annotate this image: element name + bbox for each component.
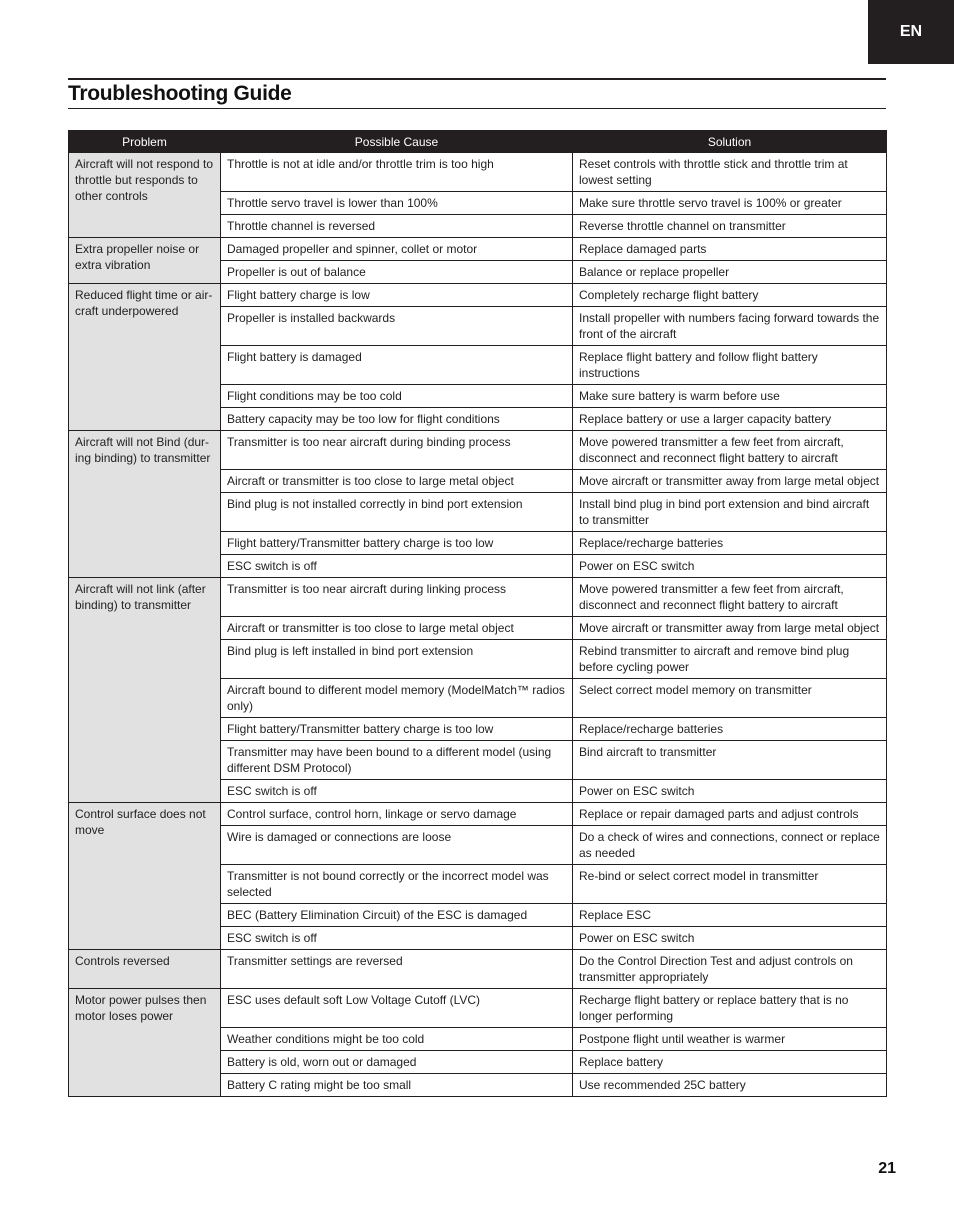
table-row xyxy=(69,950,887,989)
problem-cell: Reduced flight time or air-craft underpowered xyxy=(69,284,221,431)
cause-cell: Aircraft or transmitter is too close to large metal object xyxy=(221,470,573,493)
solution-cell: Power on ESC switch xyxy=(573,555,887,578)
problem-cell: Motor power pulses then motor loses power xyxy=(69,989,221,1097)
problem-cell: Aircraft will not Bind (dur-ing binding) to transmitter xyxy=(69,431,221,578)
problem-cell: Aircraft will not link (after binding) to transmitter xyxy=(69,578,221,803)
cause-cell: Wire is damaged or connections are loose xyxy=(221,826,573,865)
cause-cell: Flight battery is damaged xyxy=(221,346,573,385)
cause-cell: Transmitter is not bound correctly or the incorrect model was selected xyxy=(221,865,573,904)
solution-cell: Re-bind or select correct model in transmitter xyxy=(573,865,887,904)
cause-cell: Transmitter is too near aircraft during linking process xyxy=(221,578,573,617)
cause-cell: BEC (Battery Elimination Circuit) of the ESC is damaged xyxy=(221,904,573,927)
cause-cell: Flight battery/Transmitter battery charge is too low xyxy=(221,718,573,741)
header-solution: Solution xyxy=(573,131,887,153)
solution-cell: Replace/recharge batteries xyxy=(573,718,887,741)
problem-cell: Extra propeller noise or extra vibration xyxy=(69,238,221,284)
table-row xyxy=(69,803,887,826)
cause-cell: Aircraft or transmitter is too close to large metal object xyxy=(221,617,573,640)
cause-cell: Bind plug is not installed correctly in bind port extension xyxy=(221,493,573,532)
solution-cell: Replace damaged parts xyxy=(573,238,887,261)
table-row xyxy=(69,238,887,261)
solution-cell: Do the Control Direction Test and adjust controls on transmitter appropriately xyxy=(573,950,887,989)
cause-cell: Throttle channel is reversed xyxy=(221,215,573,238)
solution-cell: Postpone flight until weather is warmer xyxy=(573,1028,887,1051)
solution-cell: Move aircraft or transmitter away from large metal object xyxy=(573,617,887,640)
solution-cell: Power on ESC switch xyxy=(573,927,887,950)
solution-cell: Rebind transmitter to aircraft and remove bind plug before cycling power xyxy=(573,640,887,679)
cause-cell: Battery C rating might be too small xyxy=(221,1074,573,1097)
cause-cell: Propeller is installed backwards xyxy=(221,307,573,346)
cause-cell: Aircraft bound to different model memory (ModelMatch™ radios only) xyxy=(221,679,573,718)
solution-cell: Reverse throttle channel on transmitter xyxy=(573,215,887,238)
cause-cell: ESC switch is off xyxy=(221,780,573,803)
solution-cell: Select correct model memory on transmitter xyxy=(573,679,887,718)
cause-cell: Damaged propeller and spinner, collet or motor xyxy=(221,238,573,261)
solution-cell: Balance or replace propeller xyxy=(573,261,887,284)
solution-cell: Completely recharge flight battery xyxy=(573,284,887,307)
problem-cell: Control surface does not move xyxy=(69,803,221,950)
title-rule-bottom xyxy=(68,108,886,109)
language-tab: EN xyxy=(868,0,954,64)
solution-cell: Install bind plug in bind port extension and bind aircraft to transmitter xyxy=(573,493,887,532)
solution-cell: Replace battery or use a larger capacity battery xyxy=(573,408,887,431)
cause-cell: Propeller is out of balance xyxy=(221,261,573,284)
solution-cell: Recharge flight battery or replace battery that is no longer performing xyxy=(573,989,887,1028)
solution-cell: Install propeller with numbers facing forward towards the front of the aircraft xyxy=(573,307,887,346)
title-rule-top xyxy=(68,78,886,80)
cause-cell: Transmitter settings are reversed xyxy=(221,950,573,989)
solution-cell: Replace flight battery and follow flight battery instructions xyxy=(573,346,887,385)
cause-cell: ESC switch is off xyxy=(221,555,573,578)
cause-cell: ESC switch is off xyxy=(221,927,573,950)
solution-cell: Move powered transmitter a few feet from aircraft, disconnect and reconnect flight battery to aircraft xyxy=(573,578,887,617)
cause-cell: Transmitter may have been bound to a different model (using different DSM Protocol) xyxy=(221,741,573,780)
solution-cell: Replace battery xyxy=(573,1051,887,1074)
cause-cell: Control surface, control horn, linkage or servo damage xyxy=(221,803,573,826)
cause-cell: Throttle servo travel is lower than 100% xyxy=(221,192,573,215)
solution-cell: Move powered transmitter a few feet from aircraft, disconnect and reconnect flight battery to aircraft xyxy=(573,431,887,470)
solution-cell: Reset controls with throttle stick and throttle trim at lowest setting xyxy=(573,153,887,192)
header-possible-cause: Possible Cause xyxy=(221,131,573,153)
table-body xyxy=(69,153,887,1097)
cause-cell: Flight battery/Transmitter battery charge is too low xyxy=(221,532,573,555)
problem-cell: Aircraft will not respond to throttle but responds to other controls xyxy=(69,153,221,238)
solution-cell: Do a check of wires and connections, connect or replace as needed xyxy=(573,826,887,865)
cause-cell: Throttle is not at idle and/or throttle trim is too high xyxy=(221,153,573,192)
troubleshooting-table xyxy=(68,130,887,1097)
solution-cell: Replace or repair damaged parts and adjust controls xyxy=(573,803,887,826)
page-number: 21 xyxy=(878,1160,896,1177)
solution-cell: Replace ESC xyxy=(573,904,887,927)
solution-cell: Make sure battery is warm before use xyxy=(573,385,887,408)
table-header-row xyxy=(69,131,887,153)
cause-cell: Bind plug is left installed in bind port extension xyxy=(221,640,573,679)
header-problem: Problem xyxy=(69,131,221,153)
solution-cell: Replace/recharge batteries xyxy=(573,532,887,555)
solution-cell: Power on ESC switch xyxy=(573,780,887,803)
solution-cell: Use recommended 25C battery xyxy=(573,1074,887,1097)
table-row xyxy=(69,153,887,192)
cause-cell: Flight conditions may be too cold xyxy=(221,385,573,408)
cause-cell: Battery is old, worn out or damaged xyxy=(221,1051,573,1074)
cause-cell: Weather conditions might be too cold xyxy=(221,1028,573,1051)
page-title: Troubleshooting Guide xyxy=(68,82,292,105)
solution-cell: Bind aircraft to transmitter xyxy=(573,741,887,780)
cause-cell: Transmitter is too near aircraft during binding process xyxy=(221,431,573,470)
table-row xyxy=(69,578,887,617)
cause-cell: Flight battery charge is low xyxy=(221,284,573,307)
solution-cell: Make sure throttle servo travel is 100% or greater xyxy=(573,192,887,215)
solution-cell: Move aircraft or transmitter away from large metal object xyxy=(573,470,887,493)
cause-cell: ESC uses default soft Low Voltage Cutoff (LVC) xyxy=(221,989,573,1028)
table-row xyxy=(69,989,887,1028)
table-row xyxy=(69,284,887,307)
problem-cell: Controls reversed xyxy=(69,950,221,989)
table-row xyxy=(69,431,887,470)
cause-cell: Battery capacity may be too low for flight conditions xyxy=(221,408,573,431)
